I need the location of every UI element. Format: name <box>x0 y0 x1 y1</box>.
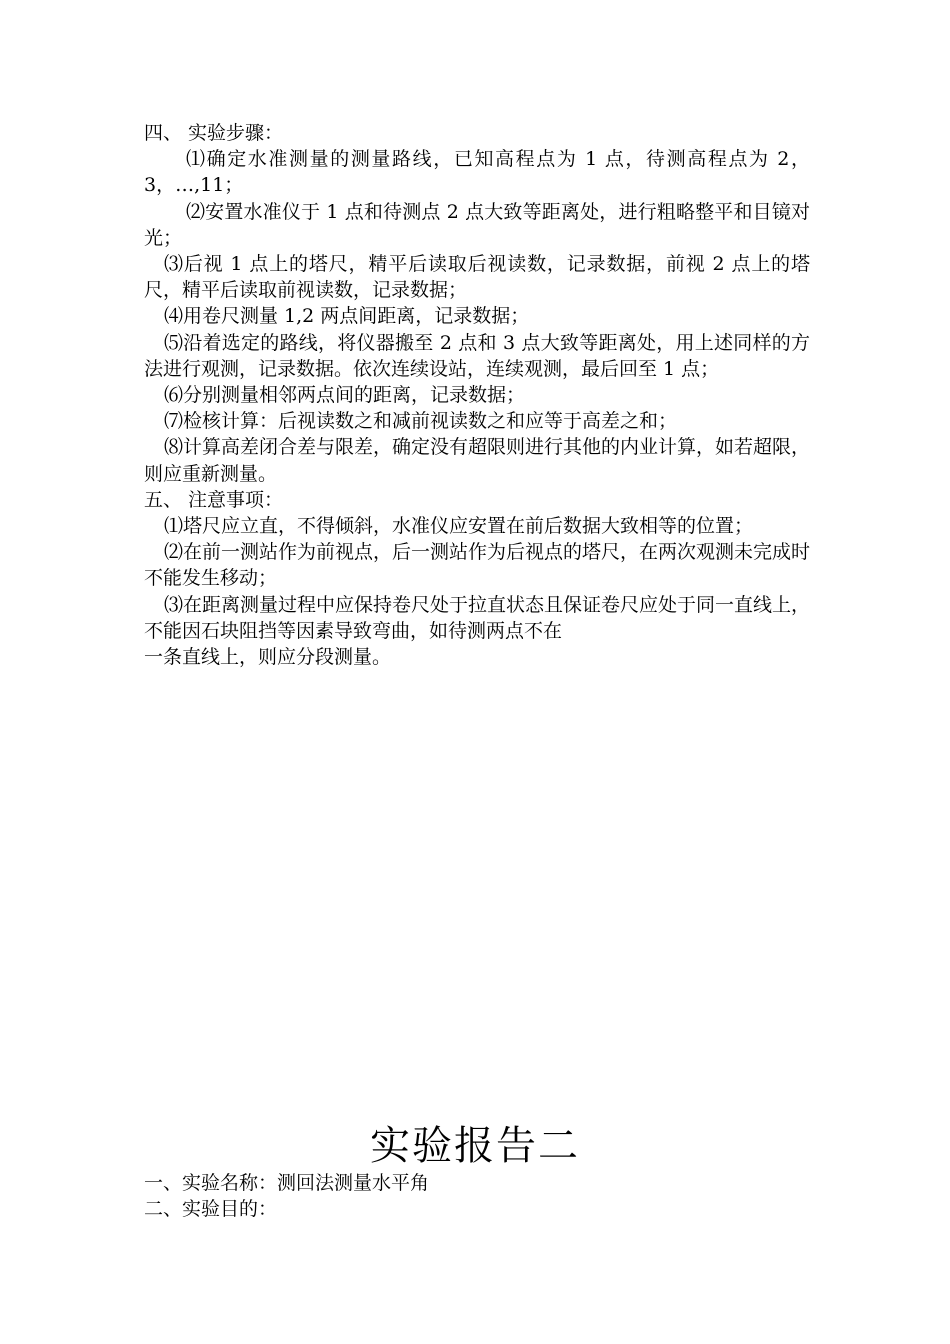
note-item: ⑶在距离测量过程中应保持卷尺处于拉直状态且保证卷尺应处于同一直线上，不能因石块阻挡等因素导致弯曲，如待测两点不在 <box>144 593 811 642</box>
experiment-name-line: 一、实验名称：测回法测量水平角 <box>144 1172 430 1194</box>
experiment-purpose-line: 二、实验目的： <box>144 1198 278 1220</box>
step-item: ⑺检核计算：后视读数之和减前视读数之和应等于高差之和； <box>164 410 678 433</box>
step-item: ⑻计算高差闭合差与限差，确定没有超限则进行其他的内业计算，如若超限，则应重新测量。 <box>144 436 811 485</box>
step-item: ⑶后视 1 点上的塔尺，精平后读取后视读数，记录数据，前视 2 点上的塔尺，精平后读取前视读数，记录数据； <box>144 253 810 302</box>
note-item-continuation: 一条直线上，则应分段测量。 <box>144 646 392 669</box>
report-body <box>144 120 810 670</box>
section-heading-notes: 五、 注意事项： <box>144 488 284 511</box>
step-item: ⑷用卷尺测量 1,2 两点间距离，记录数据； <box>164 305 530 328</box>
note-item: ⑴塔尺应立直，不得倾斜，水准仪应安置在前后数据大致相等的位置； <box>164 515 754 538</box>
report-title: 实验报告二 <box>370 1123 580 1169</box>
section-heading-steps: 四、 实验步骤： <box>144 122 284 144</box>
note-item: ⑵在前一测站作为前视点，后一测站作为后视点的塔尺，在两次观测未完成时不能发生移动； <box>144 541 811 590</box>
report-two-header <box>144 1170 810 1222</box>
step-item: ⑴确定水准测量的测量路线，已知高程点为 1 点，待测高程点为 2，3，…,11； <box>144 148 810 197</box>
step-item: ⑵安置水准仪于 1 点和待测点 2 点大致等距离处，进行粗略整平和目镜对光； <box>144 200 810 249</box>
step-item: ⑸沿着选定的路线，将仪器搬至 2 点和 3 点大致等距离处，用上述同样的方法进行观测，记录数据。依次连续设站，连续观测，最后回至 1 点； <box>144 331 810 380</box>
step-item: ⑹分别测量相邻两点间的距离，记录数据； <box>164 384 526 407</box>
